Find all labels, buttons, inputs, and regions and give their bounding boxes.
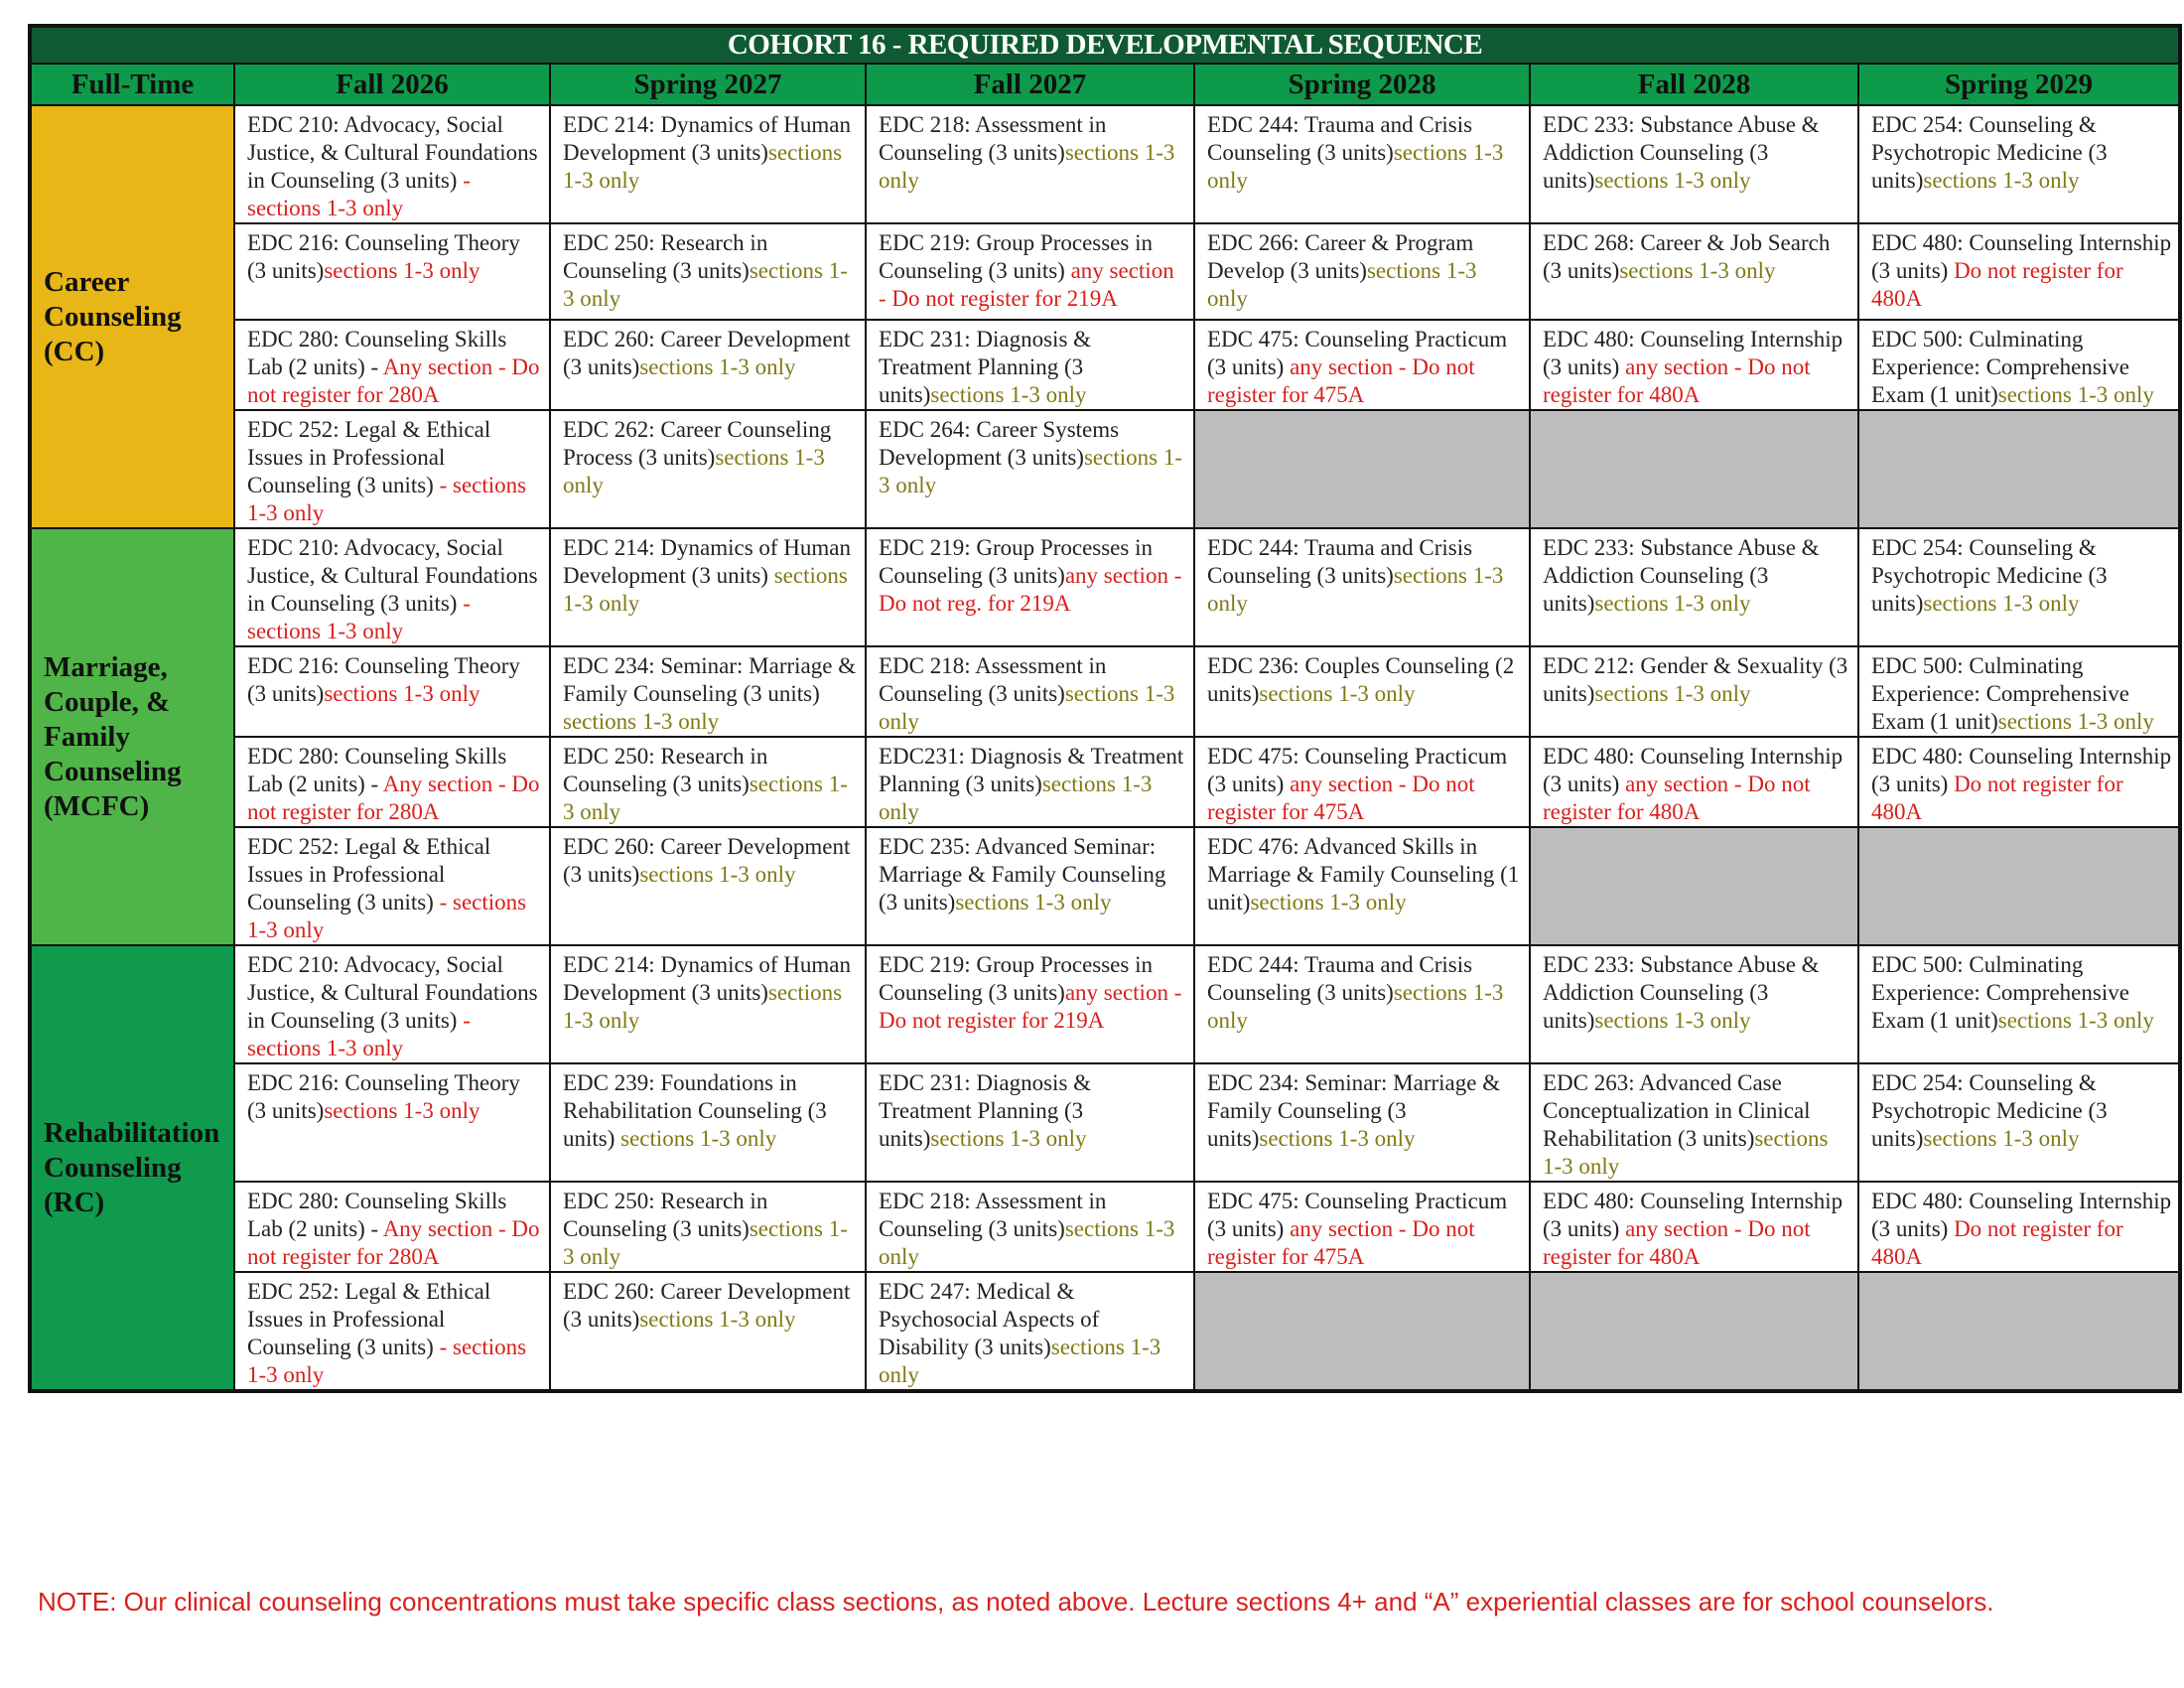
section-note: sections 1-3 only [614, 1126, 777, 1151]
section-note: sections 1-3 only [1923, 1126, 2080, 1151]
course-cell [1194, 646, 1530, 737]
header-term-fall-2026: Fall 2026 [234, 64, 550, 105]
course-title: EDC 214: Dynamics of Human Development (3 units) [563, 952, 852, 1005]
course-title: EDC 233: Substance Abuse & Addiction Counseling (3 units) [1543, 112, 1820, 193]
course-title: EDC 252: Legal & Ethical Issues in Professional Counseling (3 units) [247, 834, 491, 914]
header-term-fall-2028: Fall 2028 [1530, 64, 1858, 105]
course-title: EDC 475: Counseling Practicum (3 units) [1207, 327, 1508, 379]
registration-note: any section - Do not register for 480A [1543, 354, 1811, 407]
section-note: sections 1-3 only [1594, 591, 1751, 616]
schedule-body [30, 105, 2180, 1391]
course-cell [234, 1063, 550, 1182]
registration-note: sections 1-3 only [324, 681, 480, 706]
course-cell [866, 827, 1194, 945]
course-cell [1194, 320, 1530, 410]
course-cell [1194, 737, 1530, 827]
course-title: EDC 252: Legal & Ethical Issues in Professional Counseling (3 units) [247, 417, 491, 497]
course-title: EDC 480: Counseling Internship (3 units) [1871, 1189, 2172, 1241]
course-cell [1858, 223, 2180, 320]
section-note: sections 1-3 only [1207, 980, 1504, 1033]
course-title: EDC 231: Diagnosis & Treatment Planning (3 units) [879, 327, 1092, 407]
table-row [30, 827, 2180, 945]
course-cell [866, 528, 1194, 646]
section-note: sections 1-3 only [639, 354, 796, 379]
section-note: sections 1-3 only [1594, 1008, 1751, 1033]
course-cell [1194, 528, 1530, 646]
registration-note: any section - Do not register for 475A [1207, 772, 1475, 824]
course-title: EDC 260: Career Development (3 units) [563, 327, 851, 379]
section-note: sections 1-3 only [879, 1335, 1161, 1387]
course-cell [234, 945, 550, 1063]
course-cell [1858, 1063, 2180, 1182]
header-term-spring-2028: Spring 2028 [1194, 64, 1530, 105]
table-title: COHORT 16 - REQUIRED DEVELOPMENTAL SEQUENCE [30, 26, 2180, 64]
course-title: EDC 280: Counseling Skills Lab (2 units) - [247, 1189, 507, 1241]
course-title: EDC 266: Career & Program Develop (3 units) [1207, 230, 1474, 283]
course-title: EDC 254: Counseling & Psychotropic Medicine (3 units) [1871, 535, 2108, 616]
section-note: sections 1-3 only [1207, 563, 1504, 616]
course-cell [1194, 1182, 1530, 1272]
course-cell [550, 945, 866, 1063]
empty-cell [1858, 410, 2180, 528]
course-title: EDC 233: Substance Abuse & Addiction Counseling (3 units) [1543, 535, 1820, 616]
course-cell [866, 646, 1194, 737]
course-cell [234, 410, 550, 528]
course-cell [234, 1182, 550, 1272]
course-title: EDC 219: Group Processes in Counseling (3 units) [879, 535, 1153, 588]
course-cell [1530, 223, 1858, 320]
course-title: EDC 231: Diagnosis & Treatment Planning (3 units) [879, 1070, 1092, 1151]
course-title: EDC 264: Career Systems Development (3 units) [879, 417, 1120, 470]
course-cell [1194, 223, 1530, 320]
empty-cell [1530, 1272, 1858, 1391]
course-title: EDC 212: Gender & Sexuality (3 units) [1543, 653, 1848, 706]
section-note: sections 1-3 only [1997, 1008, 2154, 1033]
course-title: EDC 210: Advocacy, Social Justice, & Cultural Foundations in Counseling (3 units) [247, 952, 538, 1033]
table-row [30, 1182, 2180, 1272]
course-title: EDC 263: Advanced Case Conceptualization in Clinical Rehabilitation (3 units) [1543, 1070, 1811, 1151]
table-row [30, 528, 2180, 646]
registration-note: any section - Do not reg. for 219A [879, 563, 1182, 616]
course-cell [550, 1063, 866, 1182]
section-note: sections 1-3 only [1619, 258, 1776, 283]
section-note: sections 1-3 only [1207, 258, 1477, 311]
empty-cell [1194, 1272, 1530, 1391]
course-title: EDC 219: Group Processes in Counseling (3 units) [879, 952, 1153, 1005]
table-row [30, 737, 2180, 827]
section-note: sections 1-3 only [879, 140, 1175, 193]
course-cell [1194, 1063, 1530, 1182]
course-title: EDC 244: Trauma and Crisis Counseling (3 units) [1207, 535, 1473, 588]
course-title: EDC 236: Couples Counseling (2 units) [1207, 653, 1515, 706]
course-cell [1858, 646, 2180, 737]
header-term-fall-2027: Fall 2027 [866, 64, 1194, 105]
course-cell [1858, 945, 2180, 1063]
empty-cell [1194, 410, 1530, 528]
registration-note: Do not register for 480A [1871, 1216, 2123, 1269]
table-row [30, 1272, 2180, 1391]
course-title: EDC 244: Trauma and Crisis Counseling (3 units) [1207, 952, 1473, 1005]
course-title: EDC 480: Counseling Internship (3 units) [1543, 744, 1843, 796]
course-cell [1530, 646, 1858, 737]
section-note: sections 1-3 only [563, 140, 843, 193]
course-cell [866, 1182, 1194, 1272]
registration-note: - sections 1-3 only [247, 473, 527, 525]
section-note: sections 1-3 only [930, 1126, 1087, 1151]
registration-note: Any section - Do not register for 280A [247, 772, 540, 824]
header-full-time: Full-Time [30, 64, 234, 105]
section-note: sections 1-3 only [563, 709, 720, 734]
course-title: EDC 260: Career Development (3 units) [563, 1279, 851, 1332]
section-note: sections 1-3 only [955, 890, 1112, 914]
course-title: EDC 244: Trauma and Crisis Counseling (3 units) [1207, 112, 1473, 165]
course-cell [234, 1272, 550, 1391]
course-cell [1194, 945, 1530, 1063]
course-title: EDC 268: Career & Job Search (3 units) [1543, 230, 1831, 283]
course-cell [1194, 105, 1530, 223]
course-title: EDC 252: Legal & Ethical Issues in Professional Counseling (3 units) [247, 1279, 491, 1359]
course-cell [1530, 1182, 1858, 1272]
table-row [30, 945, 2180, 1063]
course-title: EDC231: Diagnosis & Treatment Planning (3 units) [879, 744, 1184, 796]
course-title: EDC 216: Counseling Theory (3 units) [247, 230, 520, 283]
course-cell [550, 410, 866, 528]
section-note: sections 1-3 only [563, 258, 848, 311]
course-title: EDC 247: Medical & Psychosocial Aspects of Disability (3 units) [879, 1279, 1100, 1359]
course-cell [550, 105, 866, 223]
section-note: sections 1-3 only [1923, 591, 2080, 616]
registration-note: - sections 1-3 only [247, 591, 471, 643]
course-cell [550, 320, 866, 410]
registration-note: Do not register for 480A [1871, 258, 2123, 311]
section-note: sections 1-3 only [930, 382, 1087, 407]
table-row [30, 410, 2180, 528]
table-row [30, 223, 2180, 320]
registration-note: any section - Do not register for 475A [1207, 354, 1475, 407]
registration-note: any section - Do not register for 480A [1543, 1216, 1811, 1269]
course-title: EDC 250: Research in Counseling (3 units) [563, 744, 768, 796]
registration-note: sections 1-3 only [324, 258, 480, 283]
course-cell [550, 737, 866, 827]
table-row [30, 105, 2180, 223]
section-note: sections 1-3 only [879, 1216, 1175, 1269]
course-cell [550, 1182, 866, 1272]
course-cell [1858, 528, 2180, 646]
course-cell [234, 646, 550, 737]
section-note: sections 1-3 only [1997, 382, 2154, 407]
course-title: EDC 218: Assessment in Counseling (3 units) [879, 1189, 1107, 1241]
course-cell [550, 827, 866, 945]
course-cell [866, 1063, 1194, 1182]
course-title: EDC 218: Assessment in Counseling (3 units) [879, 112, 1107, 165]
course-cell [550, 646, 866, 737]
section-note: sections 1-3 only [1207, 140, 1504, 193]
course-cell [866, 737, 1194, 827]
course-title: EDC 475: Counseling Practicum (3 units) [1207, 744, 1508, 796]
course-title: EDC 235: Advanced Seminar: Marriage & Family Counseling (3 units) [879, 834, 1166, 914]
section-note: sections 1-3 only [563, 980, 843, 1033]
header-term-spring-2029: Spring 2029 [1858, 64, 2180, 105]
concentration-rehabilitation-counseling: Rehabilitation Counseling (RC) [30, 945, 234, 1391]
course-cell [866, 1272, 1194, 1391]
section-note: sections 1-3 only [563, 445, 825, 497]
course-title: EDC 254: Counseling & Psychotropic Medicine (3 units) [1871, 1070, 2108, 1151]
registration-note: any section - Do not register for 219A [879, 258, 1174, 311]
course-title: EDC 262: Career Counseling Process (3 units) [563, 417, 832, 470]
course-cell [1858, 105, 2180, 223]
registration-note: Do not register for 480A [1871, 772, 2123, 824]
course-title: EDC 250: Research in Counseling (3 units) [563, 230, 768, 283]
empty-cell [1530, 827, 1858, 945]
course-cell [234, 320, 550, 410]
table-row [30, 1063, 2180, 1182]
section-note: sections 1-3 only [879, 445, 1182, 497]
course-cell [866, 223, 1194, 320]
course-title: EDC 210: Advocacy, Social Justice, & Cultural Foundations in Counseling (3 units) [247, 535, 538, 616]
course-title: EDC 476: Advanced Skills in Marriage & Family Counseling (1 unit) [1207, 834, 1520, 914]
course-title: EDC 480: Counseling Internship (3 units) [1871, 744, 2172, 796]
footnote: NOTE: Our clinical counseling concentrations must take specific class sections, as noted above. Lecture sections 4+ and “A” experiential classes are for school counselors. [38, 1587, 1994, 1617]
course-cell [234, 105, 550, 223]
section-note: sections 1-3 only [563, 772, 848, 824]
course-title: EDC 214: Dynamics of Human Development (3 units) [563, 112, 852, 165]
registration-note: - sections 1-3 only [247, 890, 527, 942]
section-note: sections 1-3 only [563, 1216, 848, 1269]
header-term-spring-2027: Spring 2027 [550, 64, 866, 105]
registration-note: - sections 1-3 only [247, 1008, 471, 1060]
course-title: EDC 216: Counseling Theory (3 units) [247, 653, 520, 706]
registration-note: Any section - Do not register for 280A [247, 354, 540, 407]
section-note: sections 1-3 only [563, 563, 848, 616]
course-cell [1530, 528, 1858, 646]
course-title: EDC 480: Counseling Internship (3 units) [1543, 327, 1843, 379]
course-cell [1530, 105, 1858, 223]
registration-note: any section - Do not register for 475A [1207, 1216, 1475, 1269]
empty-cell [1530, 410, 1858, 528]
course-cell [866, 320, 1194, 410]
course-title: EDC 218: Assessment in Counseling (3 units) [879, 653, 1107, 706]
course-title: EDC 239: Foundations in Rehabilitation Counseling (3 units) [563, 1070, 827, 1151]
section-note: sections 1-3 only [1594, 168, 1751, 193]
section-note: sections 1-3 only [1543, 1126, 1829, 1179]
course-title: EDC 500: Culminating Experience: Comprehensive Exam (1 unit) [1871, 327, 2129, 407]
section-note: sections 1-3 only [1997, 709, 2154, 734]
course-title: EDC 234: Seminar: Marriage & Family Counseling (3 units) [1207, 1070, 1501, 1151]
table-row [30, 320, 2180, 410]
section-note: sections 1-3 only [1259, 681, 1416, 706]
course-title: EDC 280: Counseling Skills Lab (2 units) - [247, 327, 507, 379]
course-title: EDC 250: Research in Counseling (3 units) [563, 1189, 768, 1241]
course-cell [1858, 320, 2180, 410]
course-cell [1530, 945, 1858, 1063]
course-cell [866, 410, 1194, 528]
course-cell [550, 528, 866, 646]
registration-note: sections 1-3 only [324, 1098, 480, 1123]
course-cell [234, 827, 550, 945]
concentration-mcfc: Marriage, Couple, & Family Counseling (MCFC) [30, 528, 234, 945]
course-title: EDC 219: Group Processes in Counseling (3 units) [879, 230, 1153, 283]
course-cell [234, 528, 550, 646]
course-title: EDC 500: Culminating Experience: Comprehensive Exam (1 unit) [1871, 653, 2129, 734]
course-cell [1858, 737, 2180, 827]
course-title: EDC 216: Counseling Theory (3 units) [247, 1070, 520, 1123]
course-title: EDC 480: Counseling Internship (3 units) [1543, 1189, 1843, 1241]
course-cell [866, 945, 1194, 1063]
course-title: EDC 214: Dynamics of Human Development (3 units) [563, 535, 852, 588]
course-title: EDC 260: Career Development (3 units) [563, 834, 851, 887]
course-title: EDC 280: Counseling Skills Lab (2 units) - [247, 744, 507, 796]
section-note: sections 1-3 only [1259, 1126, 1416, 1151]
concentration-career-counseling: Career Counseling (CC) [30, 105, 234, 528]
empty-cell [1858, 1272, 2180, 1391]
section-note: sections 1-3 only [1250, 890, 1407, 914]
table-row [30, 646, 2180, 737]
registration-note: any section - Do not register for 480A [1543, 772, 1811, 824]
section-note: sections 1-3 only [1923, 168, 2080, 193]
section-note: sections 1-3 only [879, 681, 1175, 734]
course-title: EDC 210: Advocacy, Social Justice, & Cultural Foundations in Counseling (3 units) [247, 112, 538, 193]
empty-cell [1858, 827, 2180, 945]
section-note: sections 1-3 only [639, 1307, 796, 1332]
section-note: sections 1-3 only [879, 772, 1153, 824]
course-cell [550, 223, 866, 320]
registration-note: - sections 1-3 only [247, 168, 471, 220]
course-cell [866, 105, 1194, 223]
registration-note: - sections 1-3 only [247, 1335, 527, 1387]
schedule-table [28, 24, 2182, 1393]
course-cell [550, 1272, 866, 1391]
course-title: EDC 480: Counseling Internship (3 units) [1871, 230, 2172, 283]
course-title: EDC 234: Seminar: Marriage & Family Counseling (3 units) [563, 653, 857, 706]
course-cell [1858, 1182, 2180, 1272]
course-cell [1530, 1063, 1858, 1182]
section-note: sections 1-3 only [639, 862, 796, 887]
course-cell [1530, 737, 1858, 827]
course-cell [1530, 320, 1858, 410]
course-title: EDC 475: Counseling Practicum (3 units) [1207, 1189, 1508, 1241]
registration-note: Any section - Do not register for 280A [247, 1216, 540, 1269]
section-note: sections 1-3 only [1594, 681, 1751, 706]
course-cell [234, 737, 550, 827]
course-title: EDC 233: Substance Abuse & Addiction Counseling (3 units) [1543, 952, 1820, 1033]
course-cell [234, 223, 550, 320]
registration-note: any section - Do not register for 219A [879, 980, 1182, 1033]
course-title: EDC 500: Culminating Experience: Comprehensive Exam (1 unit) [1871, 952, 2129, 1033]
course-cell [1194, 827, 1530, 945]
course-title: EDC 254: Counseling & Psychotropic Medicine (3 units) [1871, 112, 2108, 193]
